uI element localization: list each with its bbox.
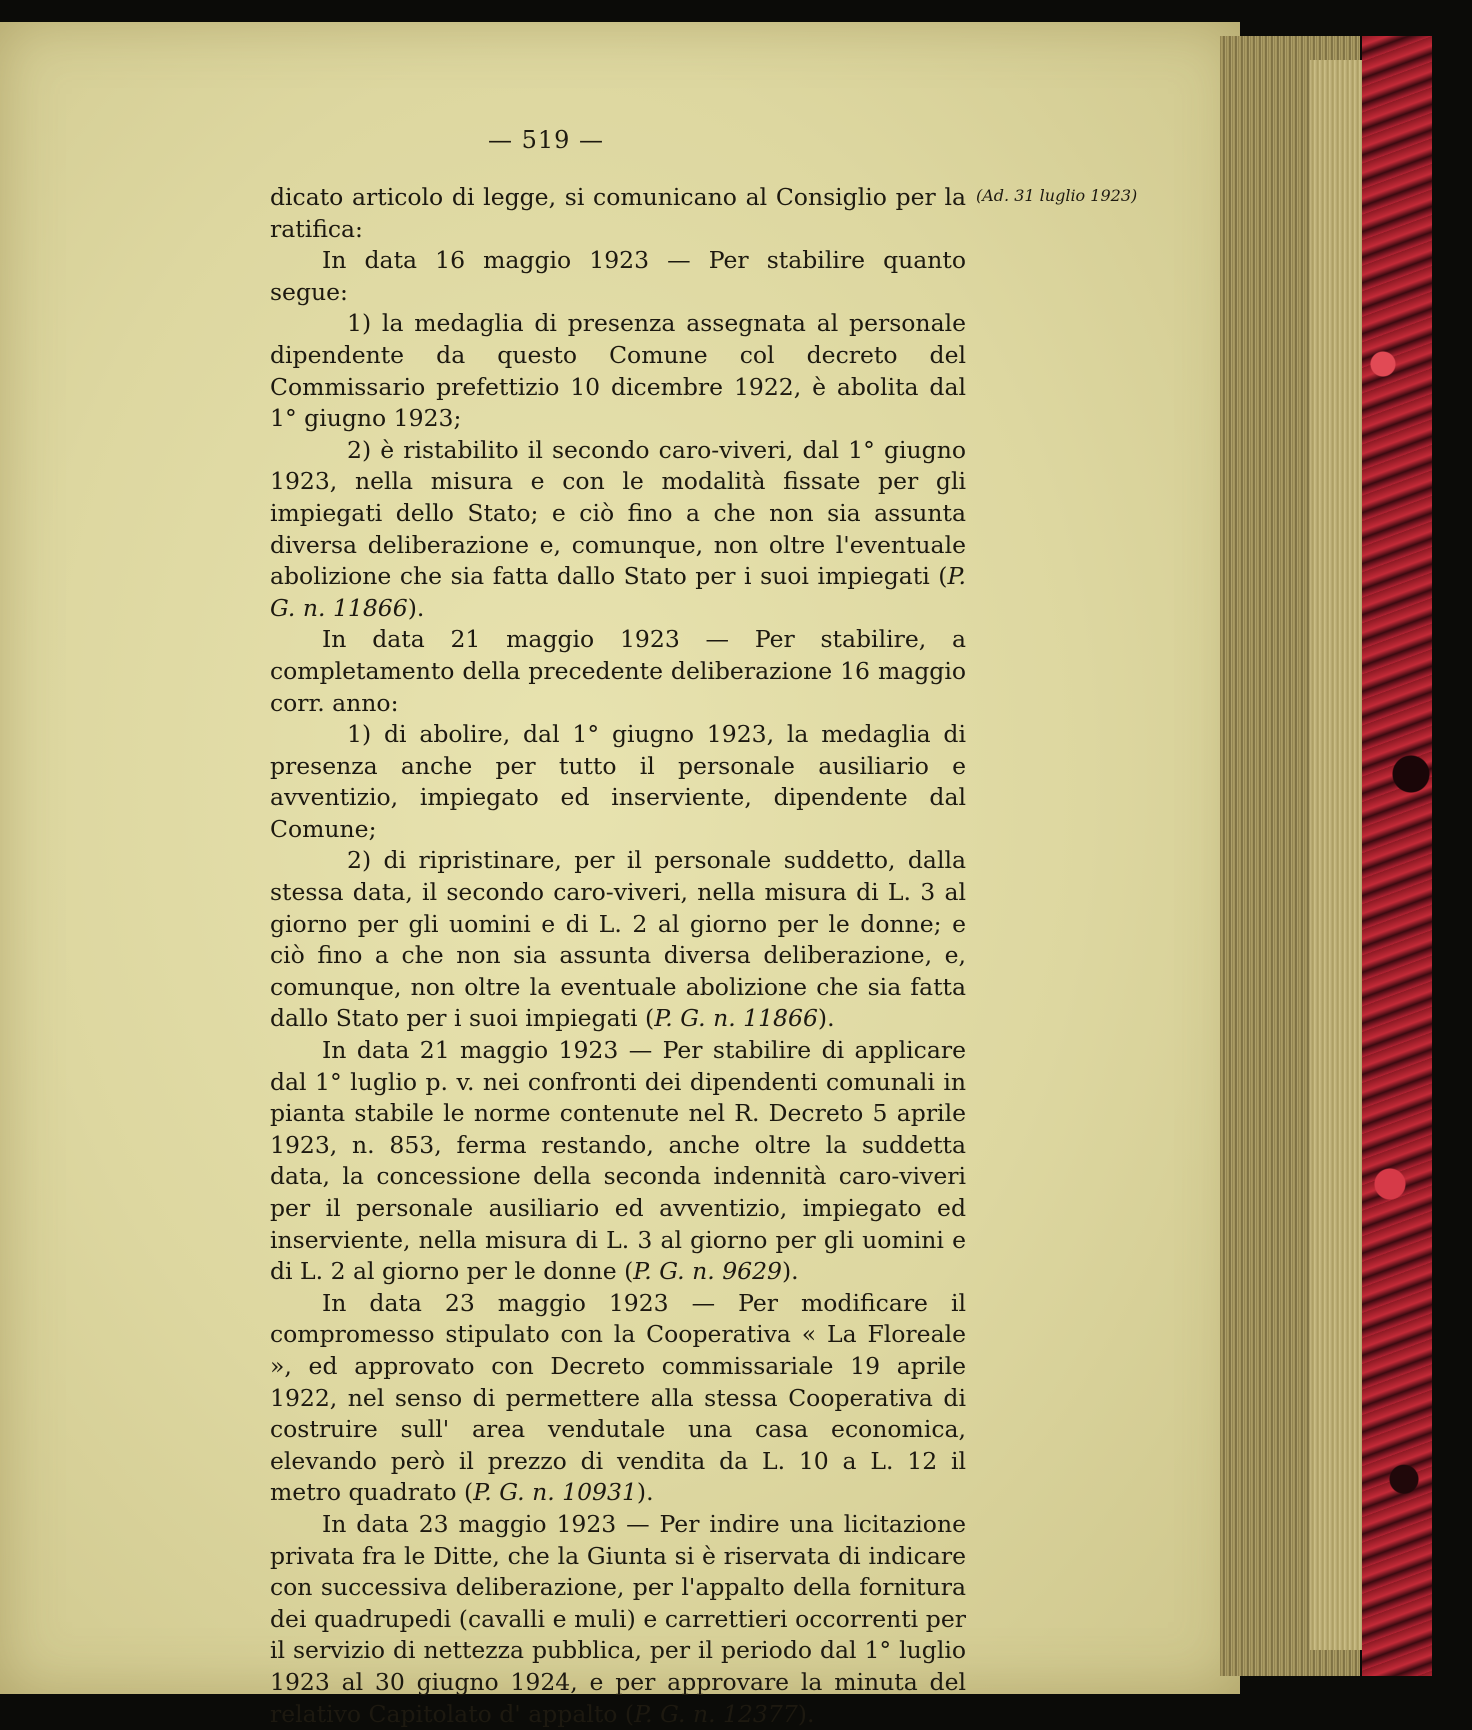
body-text: [270, 182, 966, 1730]
page-block-edge-inner: [1310, 60, 1362, 1650]
list-item: 2) di ripristinare, per il personale suddetto, dalla stessa data, il secondo caro-viveri, nella misura di L. 3 al giorno per gli uomini e di L. 2 al giorno per le donne; e ciò fino a che non sia assunta diversa deliberazione, e, comunque, non oltre la eventuale abolizione che sia fatta dallo Stato per i suoi impiegati (P. G. n. 11866).: [270, 846, 966, 1033]
list-item: 1) di abolire, dal 1° giugno 1923, la medaglia di presenza anche per tutto il personale ausiliario e avventizio, impiegato ed inserviente, dipendente dal Comune;: [270, 720, 966, 843]
protocol-reference: P. G. n. 11866: [270, 562, 966, 622]
protocol-reference: P. G. n. 11866: [654, 1004, 818, 1033]
paragraph: In data 21 maggio 1923 — Per stabilire di applicare dal 1° luglio p. v. nei confronti dei dipendenti comunali in pianta stabile le norme contenute nel R. Decreto 5 aprile 1923, n. 853, ferma restando, anche oltre la suddetta data, la concessione della seconda indennità caro-viveri per il personale ausiliario ed avventizio, impiegato ed inserviente, nella misura di L. 3 al giorno per gli uomini e di L. 2 al giorno per le donne (P. G. n. 9629).: [270, 1036, 966, 1286]
protocol-reference: P. G. n. 10931: [473, 1478, 637, 1507]
protocol-reference: P. G. n. 12377: [634, 1699, 798, 1728]
paragraph: dicato articolo di legge, si comunicano al Consiglio per la ratifica:: [270, 183, 966, 243]
list-item: 2) è ristabilito il secondo caro-viveri, dal 1° giugno 1923, nella misura e con le modalità fissate per gli impiegati dello Stato; e ciò fino a che non sia assunta diversa deliberazione e, comunque, non oltre l'eventuale abolizione che sia fatta dallo Stato per i suoi impiegati (P. G. n. 11866).: [270, 435, 966, 622]
list-item: 1) la medaglia di presenza assegnata al personale dipendente da questo Comune col decreto del Commissario prefettizio 10 dicembre 1922, è abolita dal 1° giugno 1923;: [270, 309, 966, 433]
page-number: — 519 —: [487, 126, 605, 154]
paragraph: In data 23 maggio 1923 — Per modificare il compromesso stipulato con la Cooperativa « La Floreale », ed approvato con Decreto commissariale 19 aprile 1922, nel senso di permettere alla stessa Cooperativa di costruire sull' area vendutale una casa economica, elevando però il prezzo di vendita da L. 10 a L. 12 il metro quadrato (P. G. n. 10931).: [270, 1288, 966, 1507]
marbled-cover: [1362, 36, 1432, 1676]
paragraph: In data 23 maggio 1923 — Per indire una licitazione privata fra le Ditte, che la Giunta si è riservata di indicare con successiva deliberazione, per l'appalto della fornitura dei quadrupedi (cavalli e muli) e carrettieri occorrenti per il servizio di nettezza pubblica, per il periodo dal 1° luglio 1923 al 30 giugno 1924, e per approvare la minuta del relativo Capitolato d' appalto (P. G. n. 12377).: [270, 1509, 966, 1728]
margin-note: (Ad. 31 luglio 1923): [976, 186, 1138, 205]
paragraph: In data 21 maggio 1923 — Per stabilire, a completamento della precedente deliberazione 16 maggio corr. anno:: [270, 625, 966, 717]
protocol-reference: P. G. n. 9629: [633, 1257, 782, 1286]
paragraph: In data 16 maggio 1923 — Per stabilire quanto segue:: [270, 246, 966, 306]
